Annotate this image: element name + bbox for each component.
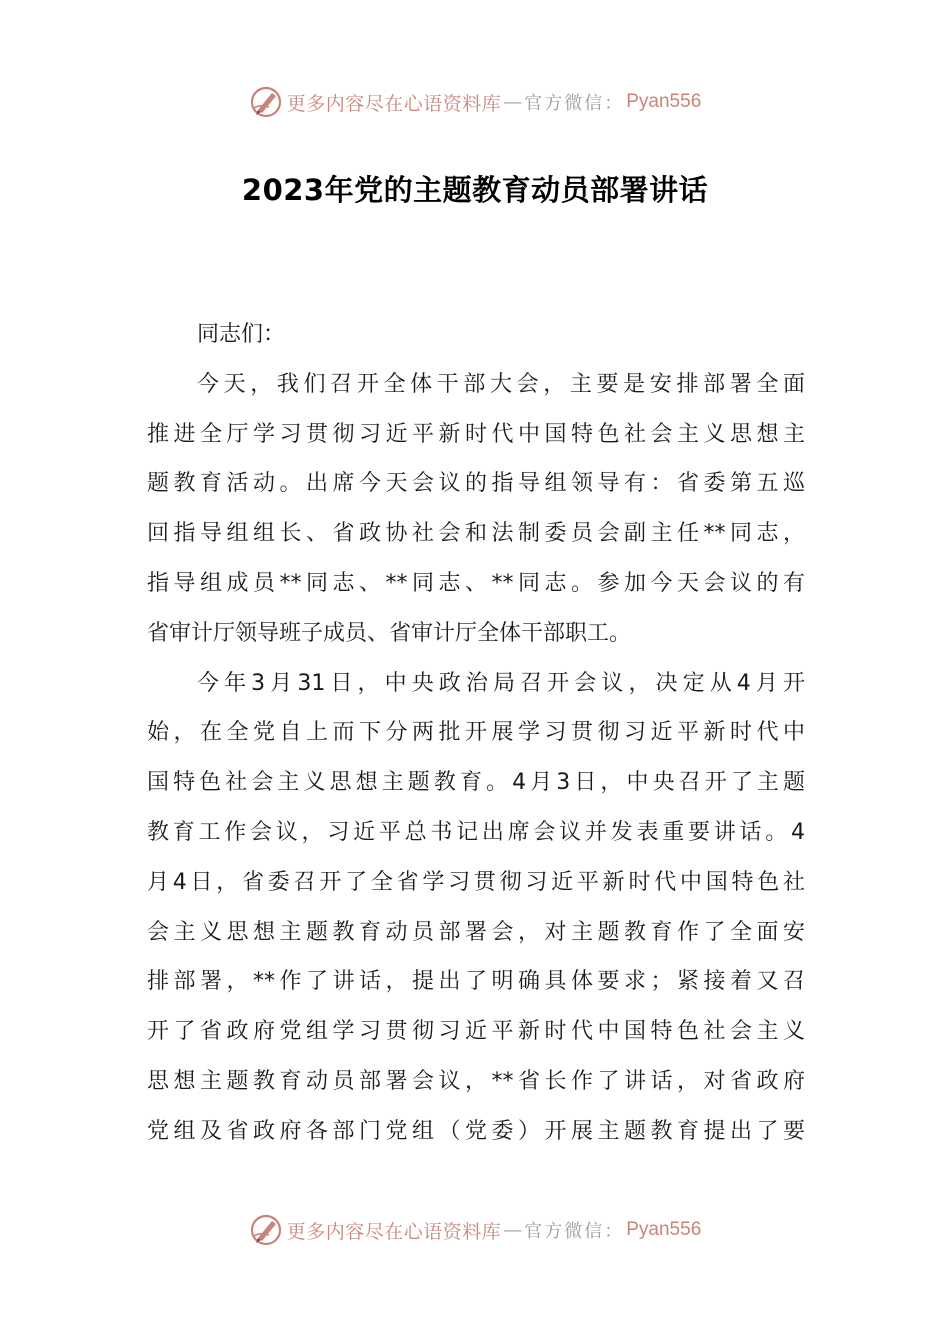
banner-site-text: 更多内容尽在心语资料库	[286, 92, 502, 115]
body-line: 省审计厅领导班子成员、省审计厅全体干部职工。	[147, 620, 632, 646]
footer-separator: —	[503, 1219, 523, 1241]
body-line: 国特色社会主义思想主题教育。4月3日，中央召开了主题	[147, 770, 805, 796]
body-line: 开了省政府党组学习贯彻习近平新时代中国特色社会主义	[147, 1019, 805, 1045]
body-line: 党组及省政府各部门党组（党委）开展主题教育提出了要	[147, 1118, 805, 1144]
pen-logo-icon	[249, 85, 283, 119]
banner-wechat-id: Pyan556	[626, 91, 702, 112]
body-line: 排部署，**作了讲话，提出了明确具体要求；紧接着又召	[147, 969, 805, 995]
banner-separator: —	[503, 91, 523, 113]
pen-logo-icon	[249, 1213, 283, 1247]
body-line: 始，在全党自上而下分两批开展学习贯彻习近平新时代中	[147, 720, 805, 746]
footer-banner	[0, 1208, 950, 1252]
footer-site-text: 更多内容尽在心语资料库	[286, 1220, 502, 1243]
body-line: 会主义思想主题教育动员部署会，对主题教育作了全面安	[147, 919, 805, 945]
body-line: 同志们：	[197, 322, 286, 347]
body-line: 今年3月31日，中央政治局召开会议，决定从4月开	[197, 670, 805, 696]
footer-wechat-id: Pyan556	[626, 1219, 702, 1240]
document-title: 2023年党的主题教育动员部署讲话	[241, 173, 709, 207]
body-line: 指导组成员**同志、**同志、**同志。参加今天会议的有	[147, 570, 805, 596]
body-line: 月4日，省委召开了全省学习贯彻习近平新时代中国特色社	[147, 869, 805, 895]
footer-wechat-label: 官方微信：	[524, 1221, 625, 1242]
body-line: 推进全厅学习贯彻习近平新时代中国特色社会主义思想主	[147, 421, 805, 447]
banner-wechat-label: 官方微信：	[524, 93, 625, 114]
body-line: 思想主题教育动员部署会议，**省长作了讲话，对省政府	[147, 1068, 805, 1094]
body-line: 今天，我们召开全体干部大会，主要是安排部署全面	[197, 371, 805, 397]
body-line: 回指导组组长、省政协社会和法制委员会副主任**同志，	[147, 521, 805, 547]
body-line: 教育工作会议，习近平总书记出席会议并发表重要讲话。4	[147, 819, 805, 845]
body-line: 题教育活动。出席今天会议的指导组领导有：省委第五巡	[147, 471, 805, 497]
header-banner	[0, 80, 950, 124]
document-body	[147, 310, 805, 1157]
